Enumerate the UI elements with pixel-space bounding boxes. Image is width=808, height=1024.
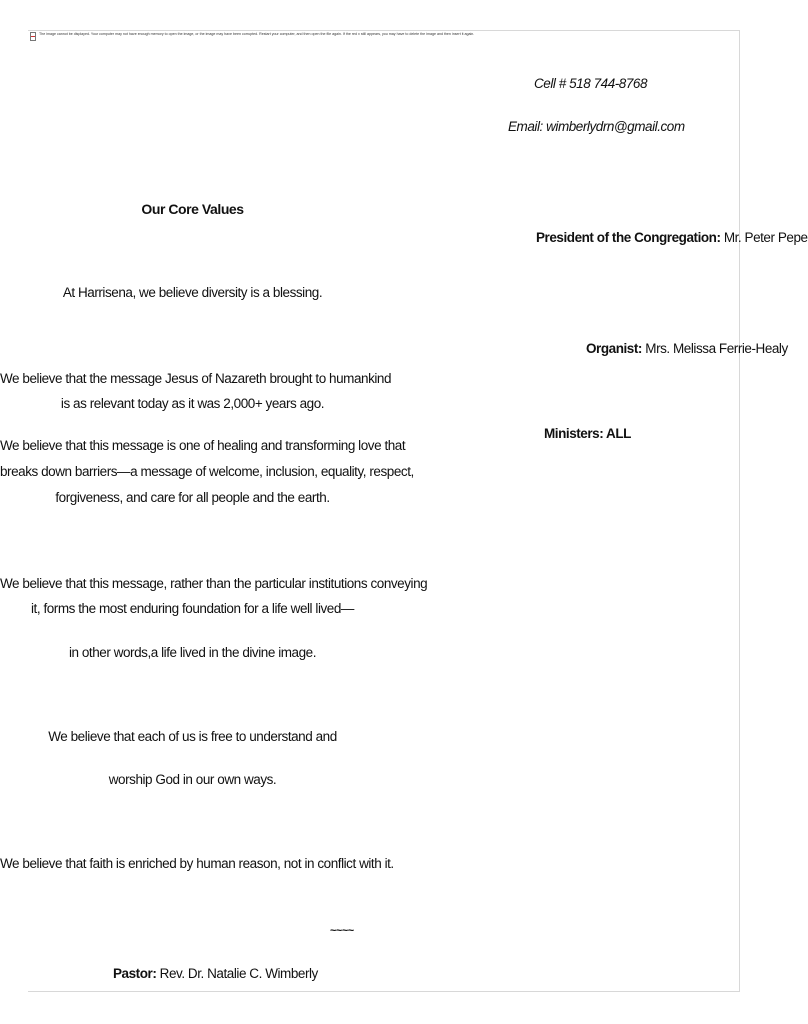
- section-divider: ~~~~: [330, 925, 354, 937]
- core-value-line: in other words,a life lived in the divine image.: [68, 645, 317, 660]
- president-name: Mr. Peter Pepe: [720, 230, 808, 245]
- broken-image-icon: [30, 32, 36, 41]
- president-label: President of the Congregation:: [536, 230, 721, 245]
- organist-label: Organist:: [586, 341, 642, 356]
- pastor-line: [113, 966, 318, 981]
- core-value-line: At Harrisena, we believe diversity is a blessing.: [62, 285, 323, 300]
- core-value-line: it, forms the most enduring foundation for a life well lived—: [31, 601, 354, 616]
- core-value-line: forgiveness, and care for all people and the earth.: [55, 490, 330, 505]
- core-value-line: worship God in our own ways.: [108, 772, 277, 787]
- email-address: Email: wimberlydrn@gmail.com: [508, 119, 685, 134]
- president-line: [536, 230, 808, 245]
- core-values-heading: Our Core Values: [141, 201, 244, 217]
- core-value-line: We believe that this message is one of healing and transforming love that: [0, 438, 406, 453]
- organist-line: [586, 341, 788, 356]
- ministers-line: Ministers: ALL: [544, 426, 631, 441]
- core-value-line: We believe that this message, rather than the particular institutions conveying: [0, 576, 428, 591]
- pastor-name: Rev. Dr. Natalie C. Wimberly: [156, 966, 318, 981]
- organist-name: Mrs. Melissa Ferrie-Healy: [641, 341, 788, 356]
- page-frame: [28, 30, 740, 992]
- cell-number: Cell # 518 744-8768: [534, 76, 648, 91]
- image-error-text: The image cannot be displayed. Your computer may not have enough memory to open the image, or the image may have been corrupted. Restart your computer, and then open the file again. If the red x still appears, you may have to delete the image and then insert it again.: [39, 32, 475, 36]
- core-value-line: is as relevant today as it was 2,000+ years ago.: [60, 396, 325, 411]
- pastor-label: Pastor:: [113, 966, 157, 981]
- image-placeholder: [30, 32, 474, 41]
- core-value-line: We believe that each of us is free to understand and: [48, 729, 337, 744]
- core-value-line: breaks down barriers—a message of welcome, inclusion, equality, respect,: [0, 464, 414, 479]
- core-value-line: We believe that faith is enriched by human reason, not in conflict with it.: [0, 856, 394, 871]
- core-value-line: We believe that the message Jesus of Nazareth brought to humankind: [0, 371, 392, 386]
